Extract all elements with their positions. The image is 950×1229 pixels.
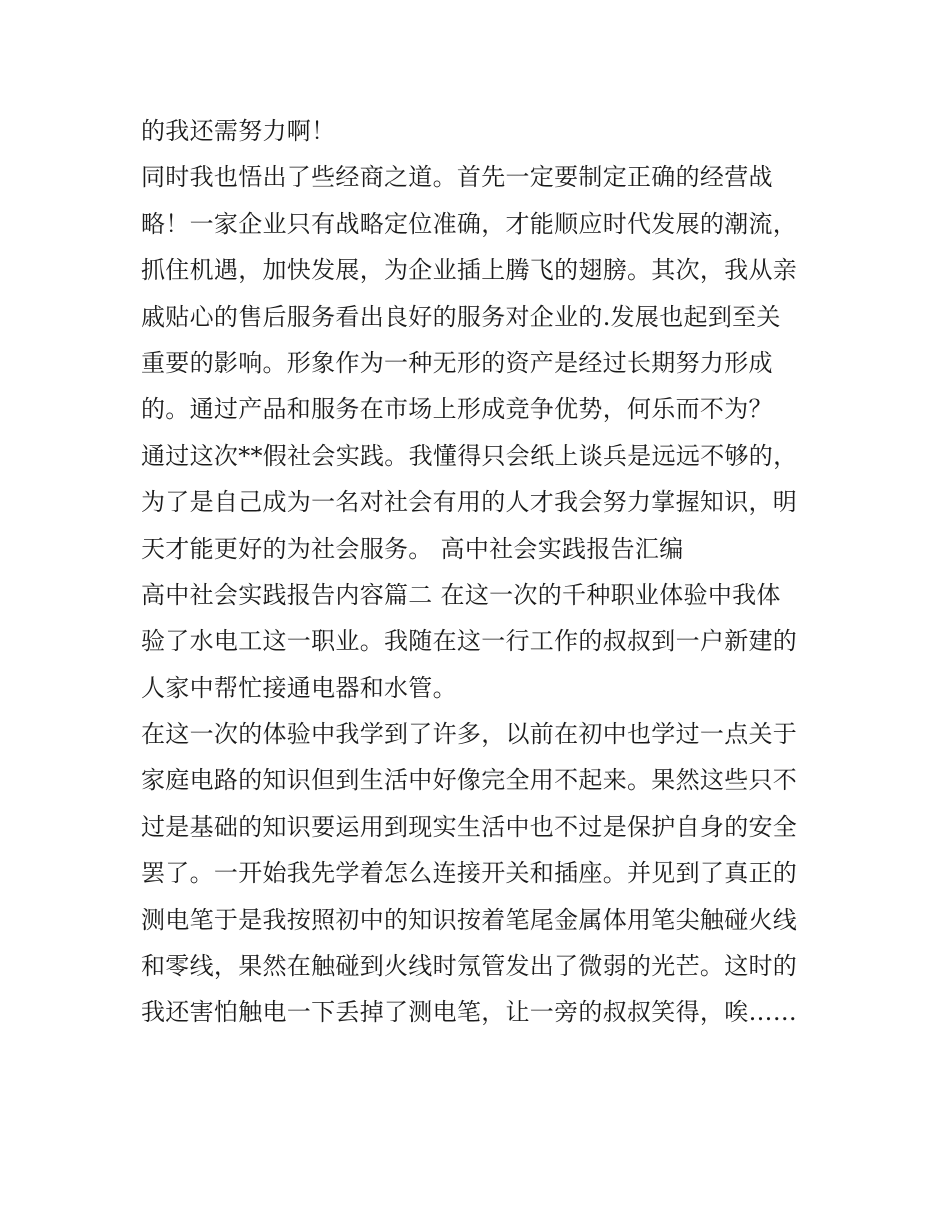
text-line: 在这一次的体验中我学到了许多，以前在初中也学过一点关于 bbox=[141, 720, 798, 749]
text-line: 的。通过产品和服务在市场上形成竞争优势，何乐而不为？ bbox=[141, 395, 773, 424]
text-line: 的我还需努力啊！ bbox=[141, 117, 336, 145]
text-line: 抓住机遇，加快发展，为企业插上腾飞的翅膀。其次，我从亲 bbox=[141, 256, 798, 285]
text-line: 戚贴心的售后服务看出良好的服务对企业的.发展也起到至关 bbox=[141, 302, 781, 331]
text-line: 略！一家企业只有战略定位准确，才能顺应时代发展的潮流， bbox=[141, 209, 798, 238]
text-line: 测电笔于是我按照初中的知识按着笔尾金属体用笔尖触碰火线 bbox=[141, 905, 798, 934]
text-line: 高中社会实践报告内容篇二 在这一次的千种职业体验中我体 bbox=[141, 580, 781, 609]
text-line: 天才能更好的为社会服务。 高中社会实践报告汇编 bbox=[141, 534, 684, 563]
text-line: 我还害怕触电一下丢掉了测电笔，让一旁的叔叔笑得，唉…… bbox=[141, 998, 798, 1027]
text-line: 家庭电路的知识但到生活中好像完全用不起来。果然这些只不 bbox=[141, 766, 798, 795]
text-line: 人家中帮忙接通电器和水管。 bbox=[141, 673, 457, 702]
body-text bbox=[141, 108, 821, 1036]
text-line: 过是基础的知识要运用到现实生活中也不过是保护自身的安全 bbox=[141, 812, 798, 841]
text-line: 同时我也悟出了些经商之道。首先一定要制定正确的经营战 bbox=[141, 163, 773, 192]
text-line: 通过这次**假社会实践。我懂得只会纸上谈兵是远远不够的， bbox=[141, 441, 798, 470]
text-line: 验了水电工这一职业。我随在这一行工作的叔叔到一户新建的 bbox=[141, 627, 798, 656]
text-line: 和零线，果然在触碰到火线时氖管发出了微弱的光芒。这时的 bbox=[141, 952, 798, 981]
text-line: 罢了。一开始我先学着怎么连接开关和插座。并见到了真正的 bbox=[141, 859, 798, 888]
text-line: 为了是自己成为一名对社会有用的人才我会努力掌握知识，明 bbox=[141, 488, 798, 517]
text-line: 重要的影响。形象作为一种无形的资产是经过长期努力形成 bbox=[141, 348, 773, 377]
